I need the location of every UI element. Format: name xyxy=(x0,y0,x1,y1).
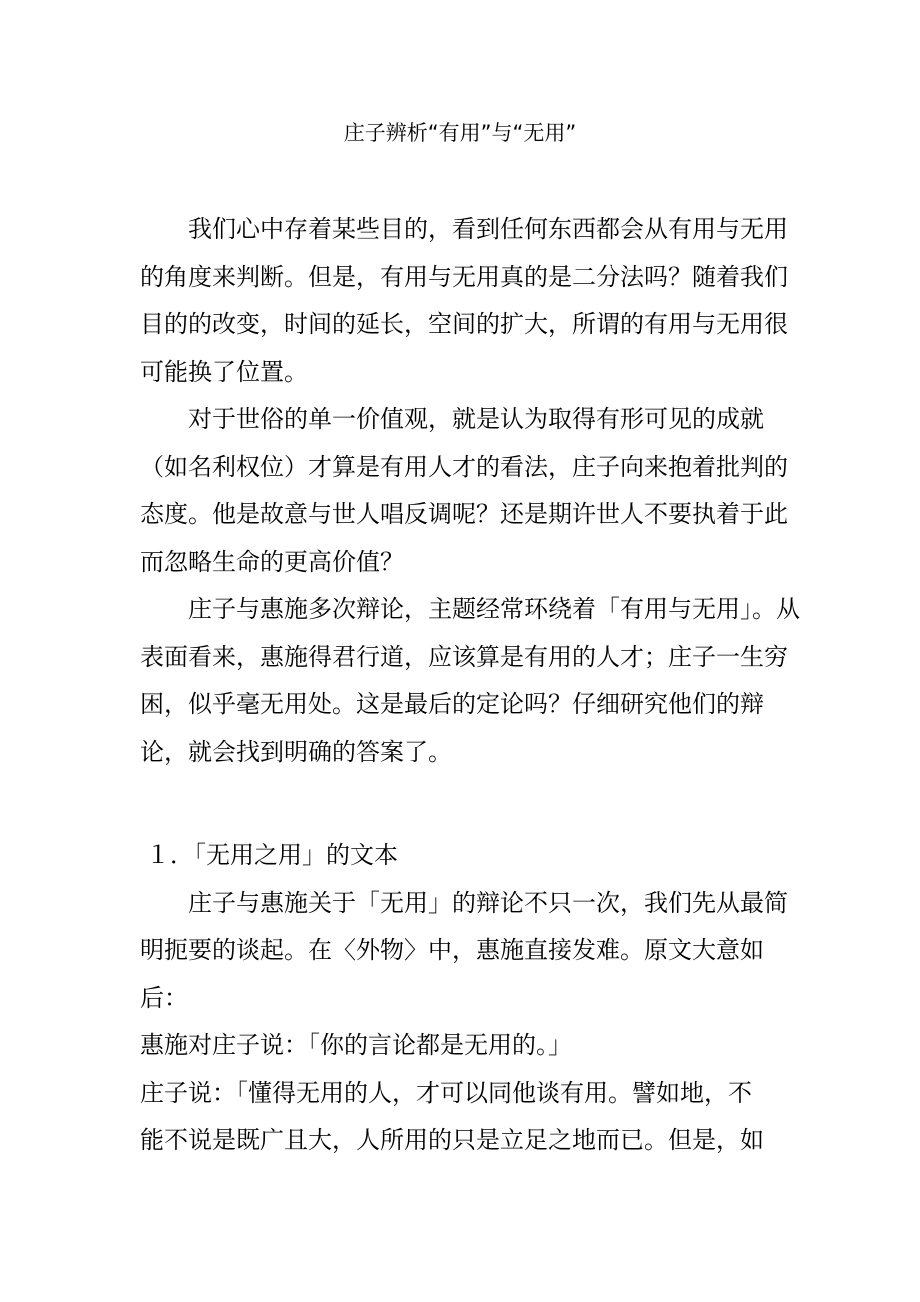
intro-paragraph-1: 我们心中存着某些目的，看到任何东西都会从有用与无用的角度来判断。但是，有用与无用真的是二分法吗？随着我们目的的改变，时间的延长，空间的扩大，所谓的有用与无用很可能换了位置。 xyxy=(140,215,788,386)
section-1-heading: １．「无用之用」的文本 xyxy=(146,841,398,869)
intro-paragraph-3: 庄子与惠施多次辩论，主题经常环绕着「有用与无用」。从表面看来，惠施得君行道，应该算是有用的人才；庄子一生穷困，似乎毫无用处。这是最后的定论吗？仔细研究他们的辩论，就会找到明确的答案了。 xyxy=(140,595,800,766)
intro-paragraph-2: 对于世俗的单一价值观，就是认为取得有形可见的成就（如名利权位）才算是有用人才的看法，庄子向来抱着批判的态度。他是故意与世人唱反调呢？还是期许世人不要执着于此而忽略生命的更高价值？ xyxy=(140,405,788,576)
dialogue-huishi: 惠施对庄子说：「你的言论都是无用的。」 xyxy=(140,1031,572,1059)
dialogue-zhuangzi-line-2: 能不说是既广且大，人所用的只是立足之地而已。但是，如 xyxy=(140,1126,764,1154)
section-1-paragraph: 庄子与惠施关于「无用」的辩论不只一次，我们先从最简明扼要的谈起。在〈外物〉中，惠施直接发难。原文大意如后： xyxy=(140,888,788,1012)
intro-section xyxy=(140,206,810,776)
document-title: 庄子辨析“有用”与“无用” xyxy=(343,121,577,145)
section-1 xyxy=(140,832,810,1165)
dialogue-zhuangzi-line-1: 庄子说：「懂得无用的人，才可以同他谈有用。譬如地，不 xyxy=(140,1078,752,1107)
